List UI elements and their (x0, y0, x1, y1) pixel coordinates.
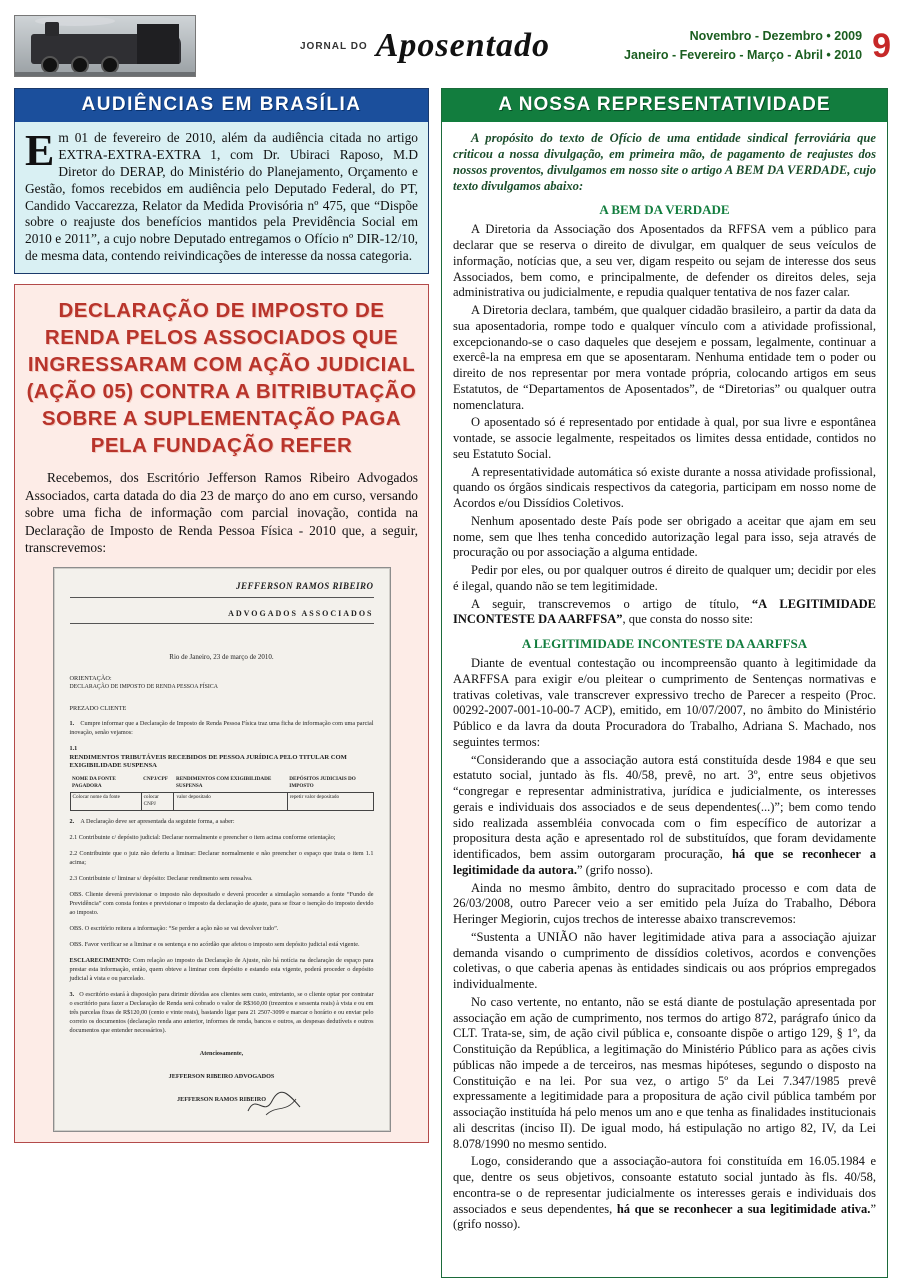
audiencias-dropcap: E (25, 126, 55, 175)
declaracao-body: Recebemos, dos Escritório Jefferson Ramos Ribeiro Advogados Associados, carta datada do dia 23 de março do ano em curso, versando sobre uma ficha de informação com parcial inovação, contida na Declaração de Imposto de Renda Pessoa Física - 2010 que, a seguir, transcrevemos: (25, 470, 418, 556)
quote-1: Diante de eventual contestação ou incompreensão quanto à legitimidade da AARFFSA para exigir e/ou pleitear o cumprimento de Sentenças normativas e trativas coletivas, vale transcrever expressivo trecho de Parecer a respeito (Proc. 00292-2007-001-10-00-7 ACP), emitido, em 10/07/2007, no âmbito do Ministério Público e da lavra da douta Procuradora do Trabalho, Adriana S. Machado, nos seguintes termos: (453, 656, 876, 749)
income-table-header-1: CNPJ/CPF (143, 775, 168, 782)
income-table-row (70, 792, 373, 810)
masthead (14, 10, 891, 82)
income-table-header-3: DEPÓSITOS JUDICIAIS DO IMPOSTO (289, 775, 356, 790)
signature-path-icon (246, 1091, 306, 1117)
quote-5: No caso vertente, no entanto, não se está diante de postulação apresentada por associação em ação de cumprimento, nos termos do artigo 872, parágrafo único da CLT. Trata-se, sim, de ação civil pública e, consoante dispõe o artigo 129, § 1º, da Constituição da República, a legitimação do Ministério Público para as ações civis públicas não impede a de terceiros, nas mesmas hipóteses, segundo o disposto na Constituição e na lei. Por sua vez, o artigo 5º da Lei 7.347/1985 prevê expressamente a legitimidade para a propositura de ação civil pública também por associação instituída há pelo menos um ano e que tenha as finalidades institucionais ali descritas (inciso II). De igual modo, há estipulação no artigo 82, IV, da Lei 8.078/1990 no mesmo sentido. (453, 994, 876, 1151)
paragraph-6: Pedir por eles, ou por qualquer outros é direito de qualquer um; decidir por eles é ilegal, quando não se tem legitimidade. (453, 563, 876, 593)
audiencias-text: m 01 de fevereiro de 2010, além da audiência citada no artigo EXTRA-EXTRA-EXTRA 1, com Dr. Ubiraci Raposo, M.D Diretor do DERAP, do Ministério do Planejamento, Orçamento e Gestão, fomos recebidos em audiência pelo Deputado Federal, do PT, Candido Vaccarezza, Relator da Medida Provisória nº 475, que “Dispõe sobre o reajuste dos benefícios mantidos pela Previdência Social em 2010 e 2011”, a cujo nobre Deputado entregamos o Ofício nº DIR-12/10, de mesma data, contendo reivindicações de interesse da nossa categoria. (25, 130, 418, 264)
quote-6 (453, 1154, 876, 1233)
paragraph-7-c: , que consta do nosso site: (622, 612, 754, 627)
letter-signature-firm: JEFFERSON RIBEIRO ADVOGADOS (168, 1072, 275, 1080)
income-table-hint-2: valor depositado (174, 792, 287, 810)
logo-small-text: JORNAL DO (299, 40, 368, 52)
law-firm-subtitle: ADVOGADOS ASSOCIADOS (70, 608, 374, 625)
issue-dates-line1: Novembro - Dezembro • 2009 (689, 29, 863, 44)
signature-scribble (246, 1091, 306, 1117)
letter-signature-name: JEFFERSON RAMOS RIBEIRO (176, 1095, 267, 1103)
locomotive-photo (14, 15, 196, 77)
quote-2-c: ” (grifo nosso). (576, 862, 653, 877)
orientation-subtitle: DECLARAÇÃO DE IMPOSTO DE RENDA PESSOA FÍSICA (69, 684, 218, 691)
quote-2 (453, 753, 876, 879)
paragraph-5: Nenhum aposentado deste País pode ser obrigado a aceitar que ajam em seu nome, sem que lhes tenha concedido autorização legal para isso, seja através de procuração ou por associação a alguma entidade. (453, 513, 876, 560)
income-table-header-2: RENDIMENTOS COM EXIGIBILIDADE SUSPENSA (175, 775, 272, 790)
quote-6-c: ” (grifo nosso). (453, 1201, 876, 1232)
representatividade-title: A NOSSA REPRESENTATIVIDADE (442, 89, 887, 122)
letter-obs-2: OBS. O escritório reitera a informação: “Se perder a ação não se vai devolver tudo”. (69, 924, 279, 932)
letter-item-3 (70, 991, 374, 1036)
right-column (441, 88, 888, 1278)
quote-3: Ainda no mesmo âmbito, dentro do supracitado processo e com data de 26/03/2008, outro Parecer veio a ser emitido pela Juíza do Trabalho, Débora Heringer Megiorin, cujos trechos de interesse abaixo transcrevemos: (453, 880, 876, 927)
page-number: 9 (872, 26, 891, 65)
letter-obs-3: OBS. Favor verificar se a liminar e os sentença e no acórdão que afetou o imposto sem depósito judicial está vigente. (69, 940, 360, 948)
letter-item-11-title: RENDIMENTOS TRIBUTÁVEIS RECEBIDOS DE PESSOA JURÍDICA PELO TITULAR COM EXIGIBILIDADE SUSPENSA (69, 753, 347, 769)
lead-tail: cujo texto divulgamos abaixo: (453, 163, 876, 194)
representatividade-box (441, 88, 888, 1278)
quote-6-emphasis: há que se reconhecer a sua legitimidade ativa. (616, 1201, 871, 1216)
quote-4: “Sustenta a UNIÃO não haver legitimidade ativa para a associação ajuizar demanda visando o cumprimento de dissídios coletivos, acordos e convenções coletivas, o que caberia apenas às entidades sindicais ou aos próprios empregados individualmente. (453, 929, 876, 992)
paragraph-7-a: A seguir, transcrevemos o artigo de título, (471, 596, 752, 611)
letter-item-2 (70, 818, 374, 827)
income-table-hint-0: Colocar nome da fonte (70, 792, 141, 810)
paragraph-1: A Diretoria da Associação dos Aposentados da RFFSA vem a público para declarar que se reserva o direito de divulgar, em qualquer de seus veículos de informação, notícias que, a seu ver, digam respeito ou sejam de interesse dos seus Associados, bem como, e principalmente, de defender os direitos deles, seja administrativa ou judicialmente, e repudia qualquer tentativa de nos fazer calar. (453, 222, 876, 300)
paragraph-7-title: “A LEGITIMIDADE INCONTESTE DA AARFFSA” (453, 596, 876, 627)
letter-clarification-text: Com relação ao imposto da Declaração de Ajuste, não há notícia na declaração de espaço para prestar esta informação, então, quem obteve a liminar com depósito e estando esta vigente, poderá proceder o depósito judicial à vista e ou parcelado. (69, 956, 374, 982)
representatividade-body (442, 122, 887, 1233)
letter-item-1 (70, 720, 374, 738)
logo-script-text: Aposentado (375, 27, 551, 64)
letter-item-3-text: O escritório estará à disposição para dirimir dúvidas aos clientes sem custo, entretanto, se o cliente optar por contratar o escritório para fazer a Declaração de Renda será cobrado o valor de R$360,00 (trezentos e sessenta reais) à vista e ou em três parcelas fixas de R$120,00 (cento e vinte reais), bastando ligar para 21 2507-3099 e marcar o horário e ou enviar pelo correio os documentos (declaração renda ano anterior, informes de renda, bancos e outros, as despesas dedutíveis e outros documentos que entender necessários). (69, 990, 374, 1034)
declaracao-title: DECLARAÇÃO DE IMPOSTO DE RENDA PELOS ASSOCIADOS QUE INGRESSARAM COM AÇÃO JUDICIAL (AÇÃO 05) CONTRA A BITRIBUTAÇÃO SOBRE A SUPLEMENTAÇÃO PAGA PELA FUNDAÇÃO REFER (26, 299, 417, 458)
income-table-header-0: NOME DA FONTE PAGADORA (72, 775, 116, 790)
law-firm-name: JEFFERSON RAMOS RIBEIRO (70, 580, 374, 598)
letter-clarification-label: ESCLARECIMENTO: (69, 956, 131, 964)
subheading-legitimidade: A LEGITIMIDADE INCONTESTE DA AARFFSA (521, 636, 808, 652)
letter-greeting: PREZADO CLIENTE (69, 704, 127, 712)
letter-closing: Atenciosamente, (199, 1049, 244, 1057)
letter-clarification (70, 957, 374, 984)
paragraph-3: O aposentado só é representado por entidade à qual, por sua livre e espontânea vontade, se associe legalmente, respeitados os limites dessa entidade, contidos no seu Estatuto Social. (453, 415, 876, 461)
quote-2-emphasis: há que se reconhecer a legitimidade da autora. (453, 847, 876, 877)
letter-obs-1: OBS. Cliente deverá previsionar o imposto não depositado e deverá proceder a simulação somando a fonte “Fundo de Previdência” com consta fontes e previsionar o imposto da declaração de ajuste, para se fixar o isenção do imposto devido ao imposto. (69, 890, 374, 916)
page-columns (14, 88, 891, 1278)
letter-item-11-number: 1.1 (69, 744, 78, 752)
declaracao-box (14, 284, 429, 1142)
letter-item-1-text: Cumpre informar que a Declaração de Imposto de Renda Pessoa Física traz uma ficha de informação com uma parcial inovação, senão vejamos: (69, 719, 374, 736)
left-column (14, 88, 429, 1278)
income-table-header-row (70, 775, 373, 793)
letter-date: Rio de Janeiro, 23 de março de 2010. (169, 653, 274, 662)
audiencias-body (15, 122, 428, 265)
letter-item-2-text: A Declaração deve ser apresentada da seguinte forma, a saber: (80, 817, 235, 825)
paragraph-7 (453, 597, 876, 629)
letter-item-21: 2.1 Contribuinte c/ depósito judicial: Declarar normalmente e preencher o item acima conforme orientação; (69, 833, 336, 841)
paragraph-2: A Diretoria declara, também, que qualquer cidadão brasileiro, a partir da data da sua aposentadoria, rompe todo e qualquer vínculo com a atividade profissional, excepcionando-se o caso daqueles que desejem e possam, legalmente, continuar a exercê-la na empresa em que se aposentaram. Nenhuma entidade tem o poder ou direito de nos representar por mera vontade própria, colocando artigos em seus Estatutos, de “Departamentos de Aposentados”, de “Diretorias” ou qualquer outra nomenclatura. (453, 303, 876, 412)
quote-6-a: Logo, considerando que a associação-autora foi constituída em 16.05.1984 e que, dentre os seus objetivos, consoante estatuto social juntado às fls. 40/58, encontra-se o de representar judicialmente os interesses gerais e individuais dos associados e seus dependentes, (453, 1154, 876, 1216)
quote-2-a: “Considerando que a associação autora está constituída desde 1984 e que seu estatuto social, juntado às fls. 40/58, prevê, no art. 3º, entre seus objetivos “congregar e representar administrativa, jurídica e judicialmente, os interesses gerais e individuais dos associados e de seus dependentes(...)”; bem como tendo sido realizada assembléia convocada com o fim específico de autorizar a propositura desta ação e apresentado rol de substituídos, que foram devidamente identificados, bem assim outorgaram procuração, (453, 752, 876, 862)
audiencias-title: AUDIÊNCIAS EM BRASÍLIA (15, 89, 428, 122)
letter-item-1-number: 1. (69, 719, 75, 727)
letter-item-3-number: 3. (69, 990, 75, 998)
orientation-label: ORIENTAÇÃO: (69, 675, 112, 683)
paragraph-4: A representatividade automática só existe durante a nossa atividade profissional, quando os órgãos sindicais respectivos da categoria, participam em nosso nome de Acordos e/ou Dissídios Coletivos. (453, 464, 876, 511)
income-table-hint-1: colocar CNPJ (141, 792, 174, 810)
letter-item-2-number: 2. (69, 817, 75, 825)
issue-dates (624, 27, 868, 65)
income-table (70, 775, 374, 811)
income-table-hint-3: repetir valor depositado (287, 792, 373, 810)
subheading-a-bem-da-verdade: A BEM DA VERDADE (599, 202, 730, 218)
lead-text: A propósito do texto de Ofício de uma entidade sindical ferroviária que criticou a nossa divulgação, em primeira mão, de pagamento de reajustes dos nossos proventos, divulgamos em nosso site o artigo A BEM DA VERDADE, (453, 131, 876, 178)
representatividade-lead (453, 130, 876, 194)
letter-item-22: 2.2 Contribuinte que o juiz não deferiu a liminar: Declarar normalmente e não preencher o espaço que trata o item 1.1 acima; (69, 849, 374, 866)
scanned-letter (53, 567, 391, 1132)
newspaper-logo (196, 27, 624, 65)
letter-item-23: 2.3 Contribuinte c/ liminar s/ depósito: Declarar rendimento sem ressalva. (69, 874, 253, 882)
audiencias-box (14, 88, 429, 274)
issue-dates-line2: Janeiro - Fevereiro - Março - Abril • 2010 (624, 48, 863, 62)
